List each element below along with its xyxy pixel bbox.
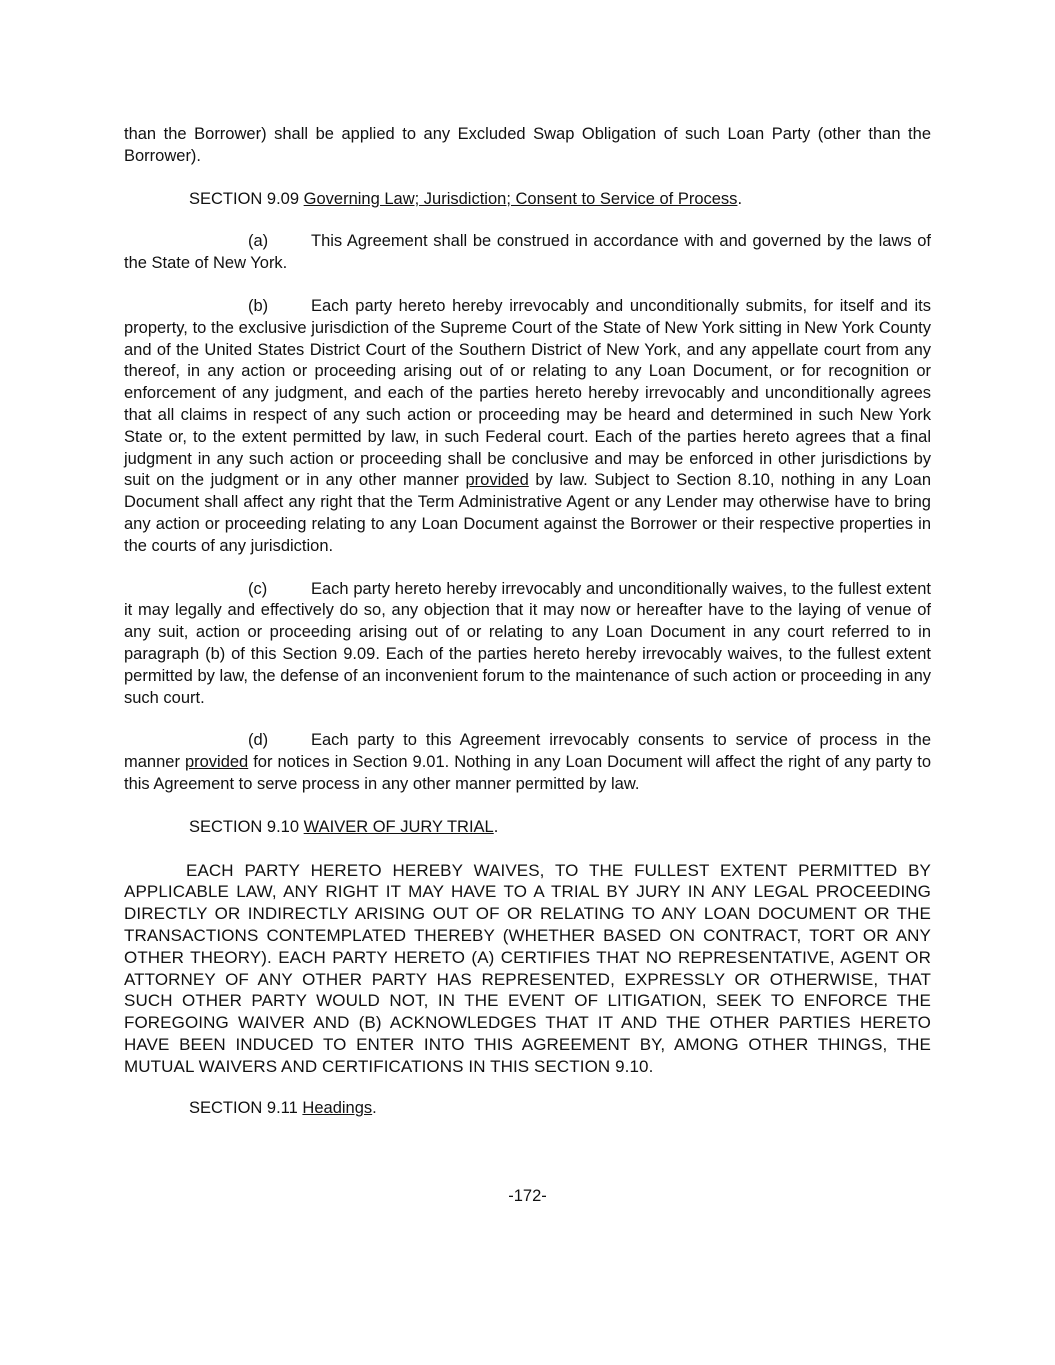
clause-a-number: (a)	[248, 232, 269, 251]
section-9-11-heading: SECTION 9.11 Headings.	[189, 1099, 377, 1118]
clause-b-provided: provided	[465, 471, 529, 490]
clause-d-text-1: Each party to this Agreement irrevocably consents to service of process in the manner	[124, 731, 931, 772]
section-9-09-label: SECTION 9.09	[189, 189, 300, 208]
clause-b-number: (b)	[248, 296, 269, 315]
continuation-paragraph: than the Borrower) shall be applied to any Excluded Swap Obligation of such Loan Party (other than the Borrower).	[124, 125, 931, 165]
clause-b-text-2: by law. Subject to Section 8.10, nothing in any Loan Document shall affect any right that the Term Administrative Agent or any Lender may otherwise have to bring any action or proceeding relating to any Loan Document against the Borrower or their respective properties in the courts of any jurisdiction.	[124, 471, 931, 555]
clause-d-provided: provided	[184, 753, 249, 772]
clause-c-text: Each party hereto hereby irrevocably and unconditionally waives, to the fullest extent it may legally and effectively do so, any objection that it may now or hereafter have to the laying of venue of any suit, action or proceeding arising out of or relating to any Loan Document in any court referred to in paragraph (b) of this Section 9.09. Each of the parties hereto hereby irrevocably waives, to the fullest extent permitted by law, the defense of an inconvenient forum to the maintenance of such action or proceeding in any such court.	[124, 579, 931, 707]
document-page	[124, 124, 931, 1141]
section-9-09-heading: SECTION 9.09 Governing Law; Jurisdiction; Consent to Service of Process.	[189, 189, 743, 208]
section-9-09-c	[124, 579, 931, 710]
section-9-10-title: WAIVER OF JURY TRIAL	[303, 817, 494, 836]
clause-a-text: This Agreement shall be construed in accordance with and governed by the laws of the State of New York.	[124, 232, 931, 273]
section-9-11-title: Headings	[302, 1099, 373, 1118]
page-number: -172-	[508, 1187, 547, 1205]
clause-d-text-2: for notices in Section 9.01. Nothing in any Loan Document will affect the right of any party to this Agreement to serve process in any other manner permitted by law.	[124, 753, 931, 793]
section-9-11-label: SECTION 9.11	[189, 1099, 298, 1118]
section-9-09-title: Governing Law; Jurisdiction; Consent to Service of Process	[303, 189, 738, 208]
section-9-09-a	[124, 231, 931, 275]
clause-d-number: (d)	[248, 731, 269, 750]
section-9-10-heading: SECTION 9.10 WAIVER OF JURY TRIAL.	[189, 817, 499, 836]
section-9-09-d	[124, 730, 931, 795]
clause-b-text-1: Each party hereto hereby irrevocably and unconditionally submits, for itself and its property, to the exclusive jurisdiction of the Supreme Court of the State of New York sitting in New York County and of the United States District Court of the Southern District of New York, and any appellate court from any thereof, in any action or proceeding arising out of or relating to any Loan Document, or for recognition or enforcement of any judgment, and each of the parties hereto hereby irrevocably and unconditionally agrees that all claims in respect of any such action or proceeding may be heard and determined in such New York State or, to the extent permitted by law, in such Federal court. Each of the parties hereto agrees that a final judgment in any such action or proceeding shall be conclusive and may be enforced in other jurisdictions by suit on the judgment or in any other manner	[124, 296, 931, 490]
section-9-09-b	[124, 296, 931, 558]
clause-c-number: (c)	[248, 579, 268, 598]
section-9-10-label: SECTION 9.10	[189, 817, 300, 836]
jury-waiver-paragraph: EACH PARTY HERETO HEREBY WAIVES, TO THE FULLEST EXTENT PERMITTED BY APPLICABLE LAW, ANY RIGHT IT MAY HAVE TO A TRIAL BY JURY IN ANY LEGAL PROCEEDING DIRECTLY OR INDIRECTLY ARISING OUT OF OR RELATING TO ANY LOAN DOCUMENT OR THE TRANSACTIONS CONTEMPLATED THEREBY (WHETHER BASED ON CONTRACT, TORT OR ANY OTHER THEORY). EACH PARTY HERETO (A) CERTIFIES THAT NO REPRESENTATIVE, AGENT OR ATTORNEY OF ANY OTHER PARTY HAS REPRESENTED, EXPRESSLY OR OTHERWISE, THAT SUCH OTHER PARTY WOULD NOT, IN THE EVENT OF LITIGATION, SEEK TO ENFORCE THE FOREGOING WAIVER AND (B) ACKNOWLEDGES THAT IT AND THE OTHER PARTIES HERETO HAVE BEEN INDUCED TO ENTER INTO THIS AGREEMENT BY, AMONG OTHER THINGS, THE MUTUAL WAIVERS AND CERTIFICATIONS IN THIS SECTION 9.10.	[124, 860, 931, 1076]
